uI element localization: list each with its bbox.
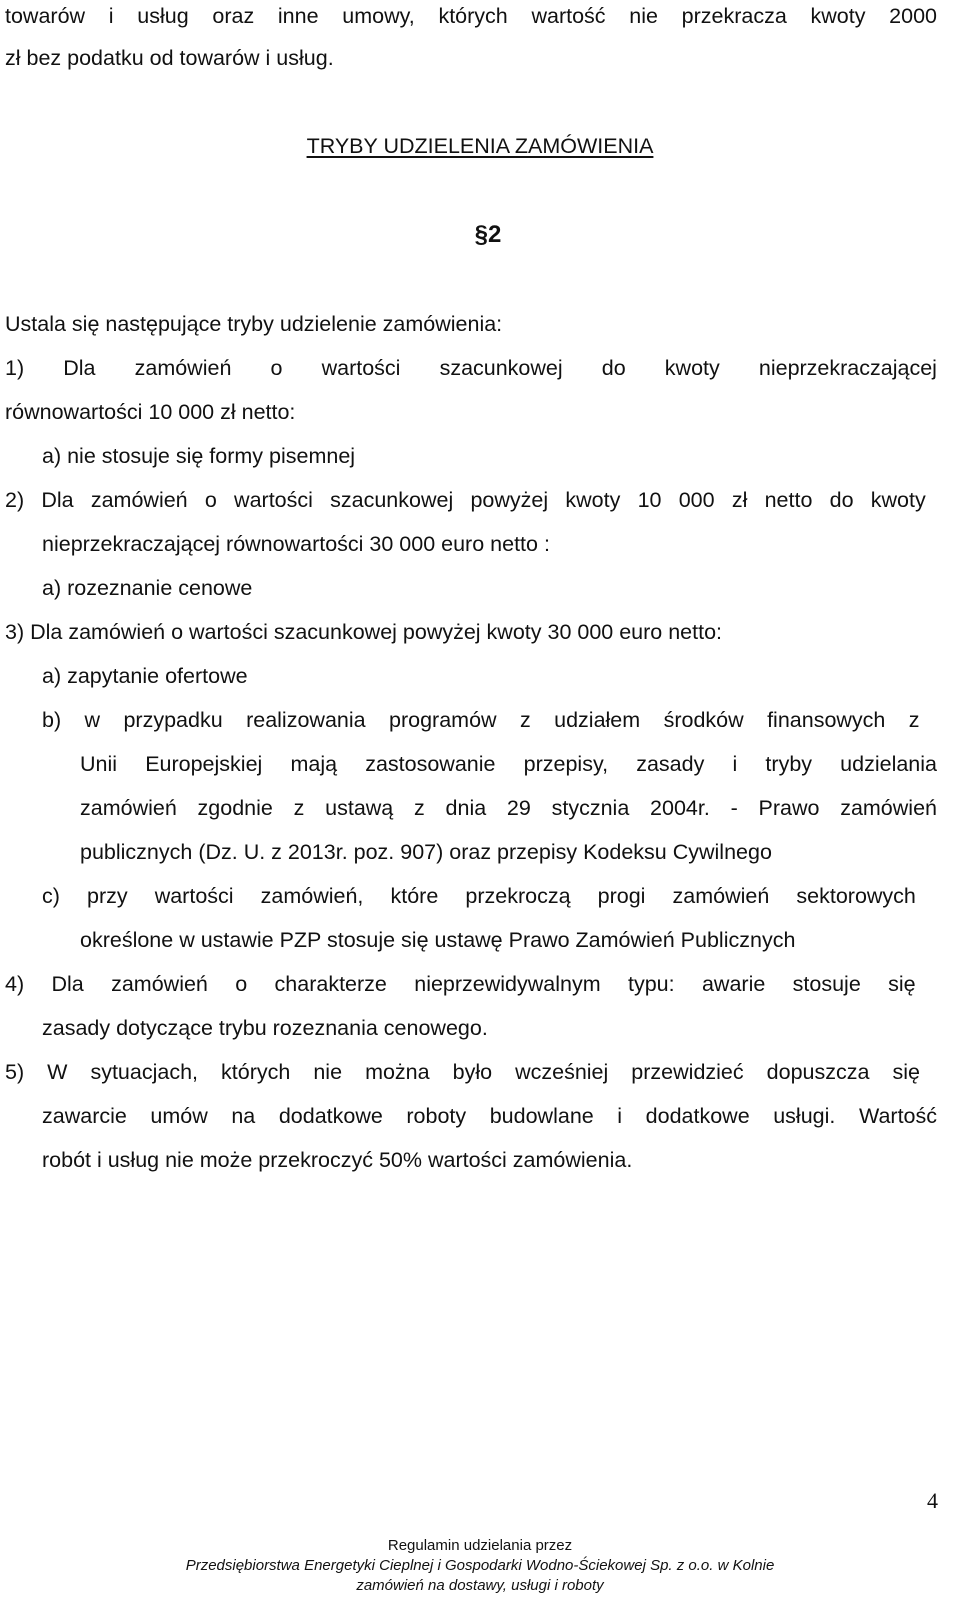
item-3-sub-b-line-3: zamówień zgodnie z ustawą z dnia 29 stycznia 2004r. - Prawo zamówień (80, 796, 937, 820)
item-1-line-2: równowartości 10 000 zł netto: (5, 400, 296, 424)
lead-text: Ustala się następujące tryby udzielenie zamówienia: (5, 312, 503, 336)
item-1-word: do (601, 356, 626, 380)
paragraph-mark-text: §2 (474, 221, 502, 248)
item-2-line-2: nieprzekraczającej równowartości 30 000 euro netto : (42, 532, 550, 556)
item-3-sub-b-line-4: publicznych (Dz. U. z 2013r. poz. 907) oraz przepisy Kodeksu Cywilnego (80, 840, 772, 864)
item-2-line-1: 2) Dla zamówień o wartości szacunkowej powyżej kwoty 10 000 zł netto do kwoty (5, 488, 926, 512)
item-1-word: Dla (63, 356, 96, 380)
item-5-line-2: zawarcie umów na dodatkowe roboty budowlane i dodatkowe usługi. Wartość (42, 1104, 937, 1128)
item-3-sub-b-line-2: Unii Europejskiej mają zastosowanie przepisy, zasady i tryby udzielania (80, 752, 937, 776)
item-3-sub-c-line-2: określone w ustawie PZP stosuje się ustawę Prawo Zamówień Publicznych (80, 928, 796, 952)
item-4-line-2: zasady dotyczące trybu rozeznania cenowego. (42, 1016, 488, 1040)
footer-line-3: zamówień na dostawy, usługi i roboty (356, 1577, 604, 1594)
item-1-word: o (270, 356, 283, 380)
footer-line-1: Regulamin udzielania przez (387, 1537, 573, 1554)
item-1-word: wartości (321, 356, 401, 380)
item-1-word: nieprzekraczającej (758, 356, 937, 380)
item-1-word: zamówień (134, 356, 232, 380)
item-3-sub-b-line-1: b) w przypadku realizowania programów z udziałem środków finansowych z (42, 708, 920, 732)
page-number: 4 (927, 1488, 938, 1513)
item-3-line-1: 3) Dla zamówień o wartości szacunkowej powyżej kwoty 30 000 euro netto: (5, 620, 723, 644)
item-1-line-1 (5, 354, 937, 382)
item-2-sub-a: a) rozeznanie cenowe (42, 576, 253, 600)
item-1-word: szacunkowej (439, 356, 563, 380)
item-5-line-3: robót i usług nie może przekroczyć 50% wartości zamówienia. (42, 1148, 633, 1172)
item-5-line-1: 5) W sytuacjach, których nie można było wcześniej przewidzieć dopuszcza się (5, 1060, 920, 1084)
item-3-sub-a: a) zapytanie ofertowe (42, 664, 248, 688)
intro-line-1: towarów i usług oraz inne umowy, których wartość nie przekracza kwoty 2000 (5, 4, 937, 28)
footer-line-2: Przedsiębiorstwa Energetyki Cieplnej i Gospodarki Wodno-Ściekowej Sp. z o.o. w Kolnie (185, 1557, 775, 1574)
section-heading (0, 132, 960, 160)
section-heading-text: TRYBY UDZIELENIA ZAMÓWIENIA (306, 134, 654, 158)
paragraph-mark (0, 220, 960, 250)
item-1-word: kwoty (664, 356, 720, 380)
item-1-sub-a: a) nie stosuje się formy pisemnej (42, 444, 356, 468)
item-1-word: 1) (5, 356, 25, 380)
intro-line-2: zł bez podatku od towarów i usług. (5, 46, 334, 70)
item-3-sub-c-line-1: c) przy wartości zamówień, które przekroczą progi zamówień sektorowych (42, 884, 916, 908)
item-4-line-1: 4) Dla zamówień o charakterze nieprzewidywalnym typu: awarie stosuje się (5, 972, 916, 996)
